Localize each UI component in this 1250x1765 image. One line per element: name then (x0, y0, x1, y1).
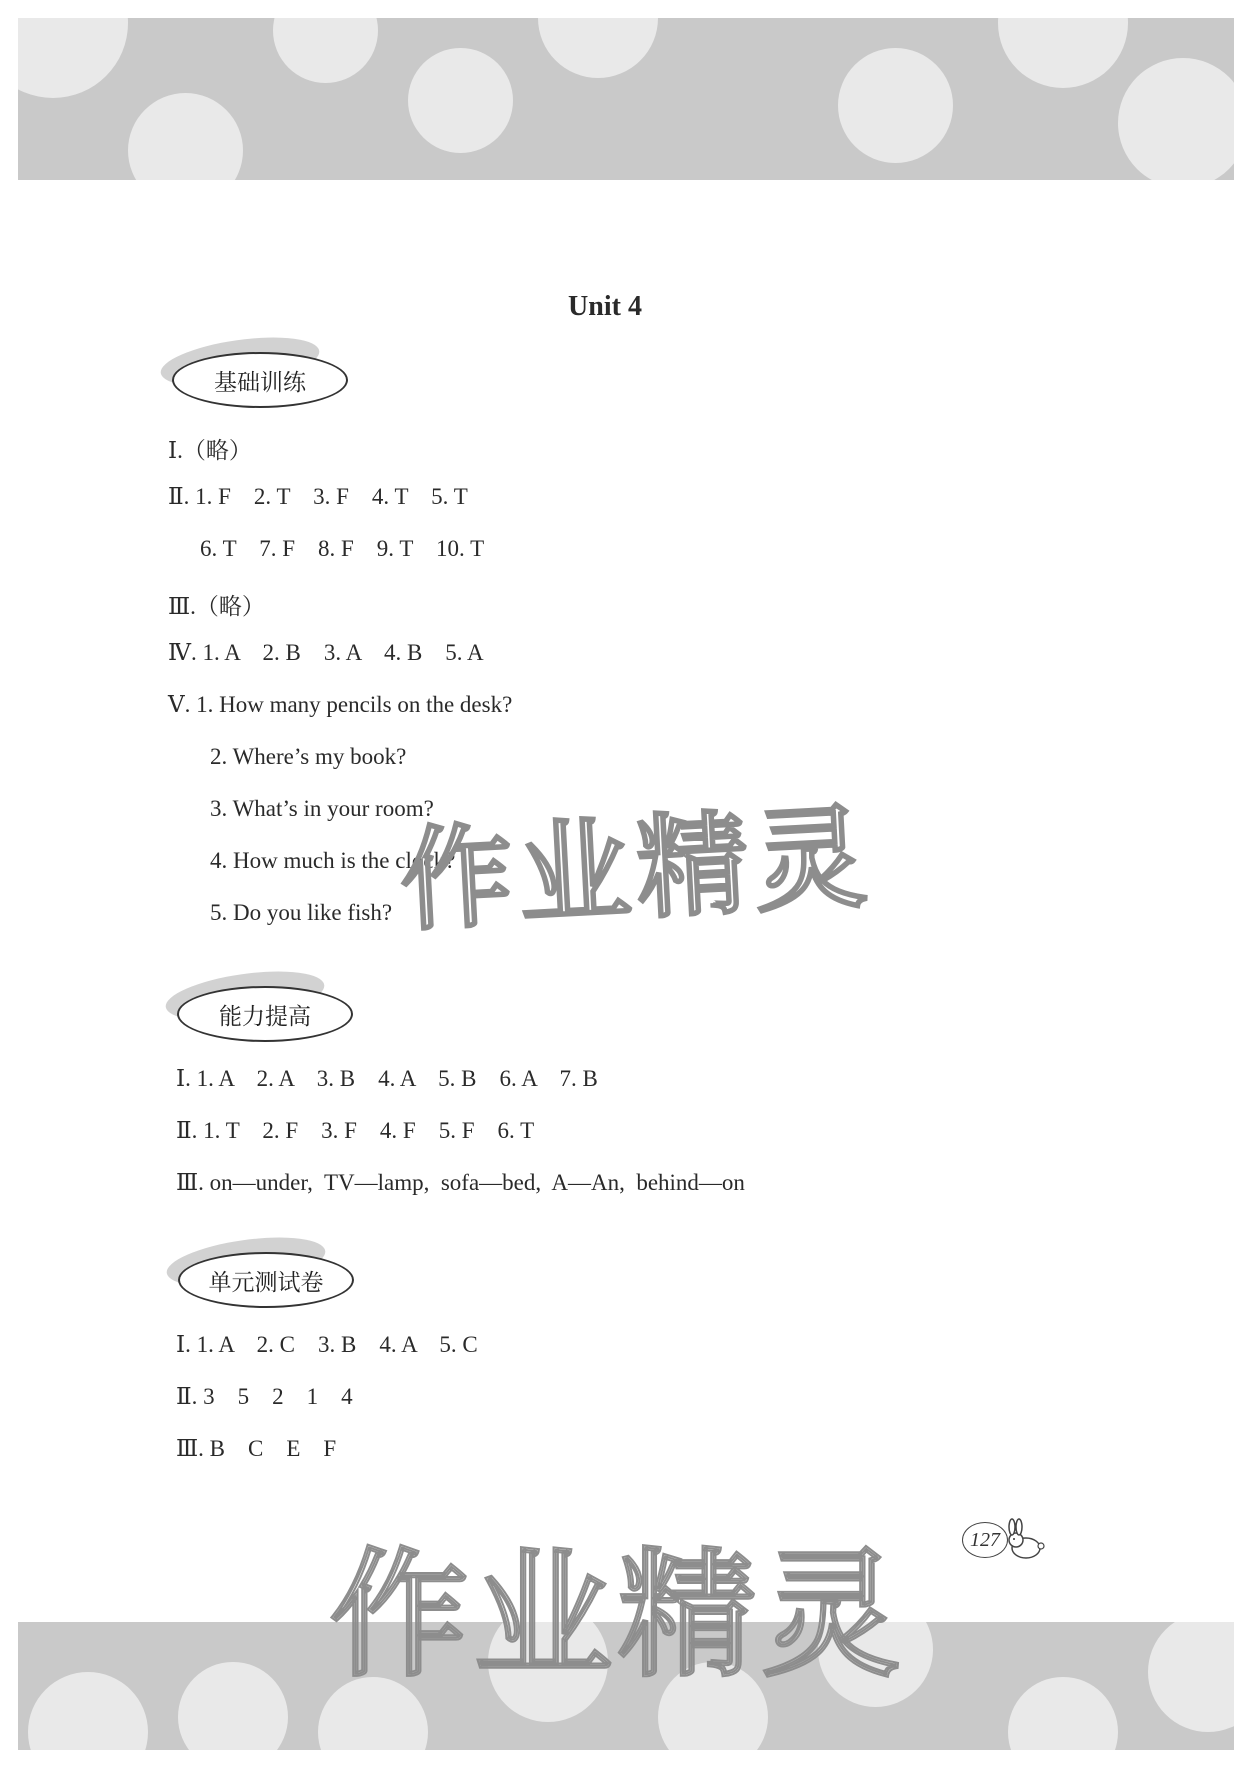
decorative-circle (998, 18, 1128, 88)
decorative-circle (838, 48, 953, 163)
unit-title: Unit 4 (568, 290, 642, 322)
section-label: 能力提高 (177, 986, 353, 1042)
answer-line: Ⅰ. 1. A 2. C 3. B 4. A 5. C (176, 1332, 478, 1357)
decorative-circle (18, 18, 128, 98)
answer-line: 3. What’s in your room? (210, 796, 434, 821)
answer-line: Ⅳ. 1. A 2. B 3. A 4. B 5. A (168, 640, 484, 665)
decorative-circle (1008, 1677, 1118, 1750)
answer-line: Ⅱ. 1. F 2. T 3. F 4. T 5. T (168, 484, 468, 509)
answer-line: 5. Do you like fish? (210, 900, 393, 925)
answer-line: Ⅰ.（略） (168, 438, 252, 463)
answer-line: Ⅲ.（略） (168, 594, 265, 619)
answer-line: Ⅰ. 1. A 2. A 3. B 4. A 5. B 6. A 7. B (176, 1066, 598, 1091)
answer-line: 2. Where’s my book? (210, 744, 407, 769)
answer-line: Ⅱ. 1. T 2. F 3. F 4. F 5. F 6. T (176, 1118, 535, 1143)
decorative-circle (1148, 1622, 1234, 1732)
watermark-text: 作业精灵 (330, 1535, 907, 1696)
header-decoration-band (18, 18, 1234, 180)
rabbit-icon (1002, 1518, 1048, 1562)
answer-line: Ⅲ. B C E F (176, 1436, 337, 1461)
answer-line: Ⅴ. 1. How many pencils on the desk? (168, 692, 513, 717)
answer-line: Ⅲ. on—under, TV—lamp, sofa—bed, A—An, behind—on (176, 1170, 745, 1195)
section-badge-basic-training (160, 340, 360, 414)
section-label: 单元测试卷 (178, 1252, 354, 1308)
answer-line: 4. How much is the clock? (210, 848, 456, 873)
decorative-circle (178, 1662, 288, 1750)
watermark-text: 作业精灵 (397, 792, 876, 948)
section-badge-unit-test (166, 1240, 366, 1314)
decorative-circle (28, 1672, 148, 1750)
section-badge-ability (165, 974, 365, 1048)
decorative-circle (128, 93, 243, 180)
decorative-circle (538, 18, 658, 78)
page-number: 127 (962, 1522, 1008, 1558)
answer-line: 6. T 7. F 8. F 9. T 10. T (200, 536, 485, 561)
answer-line: Ⅱ. 3 5 2 1 4 (176, 1384, 353, 1409)
decorative-circle (408, 48, 513, 153)
section-label: 基础训练 (172, 352, 348, 408)
decorative-circle (273, 18, 378, 83)
decorative-circle (1118, 58, 1234, 180)
